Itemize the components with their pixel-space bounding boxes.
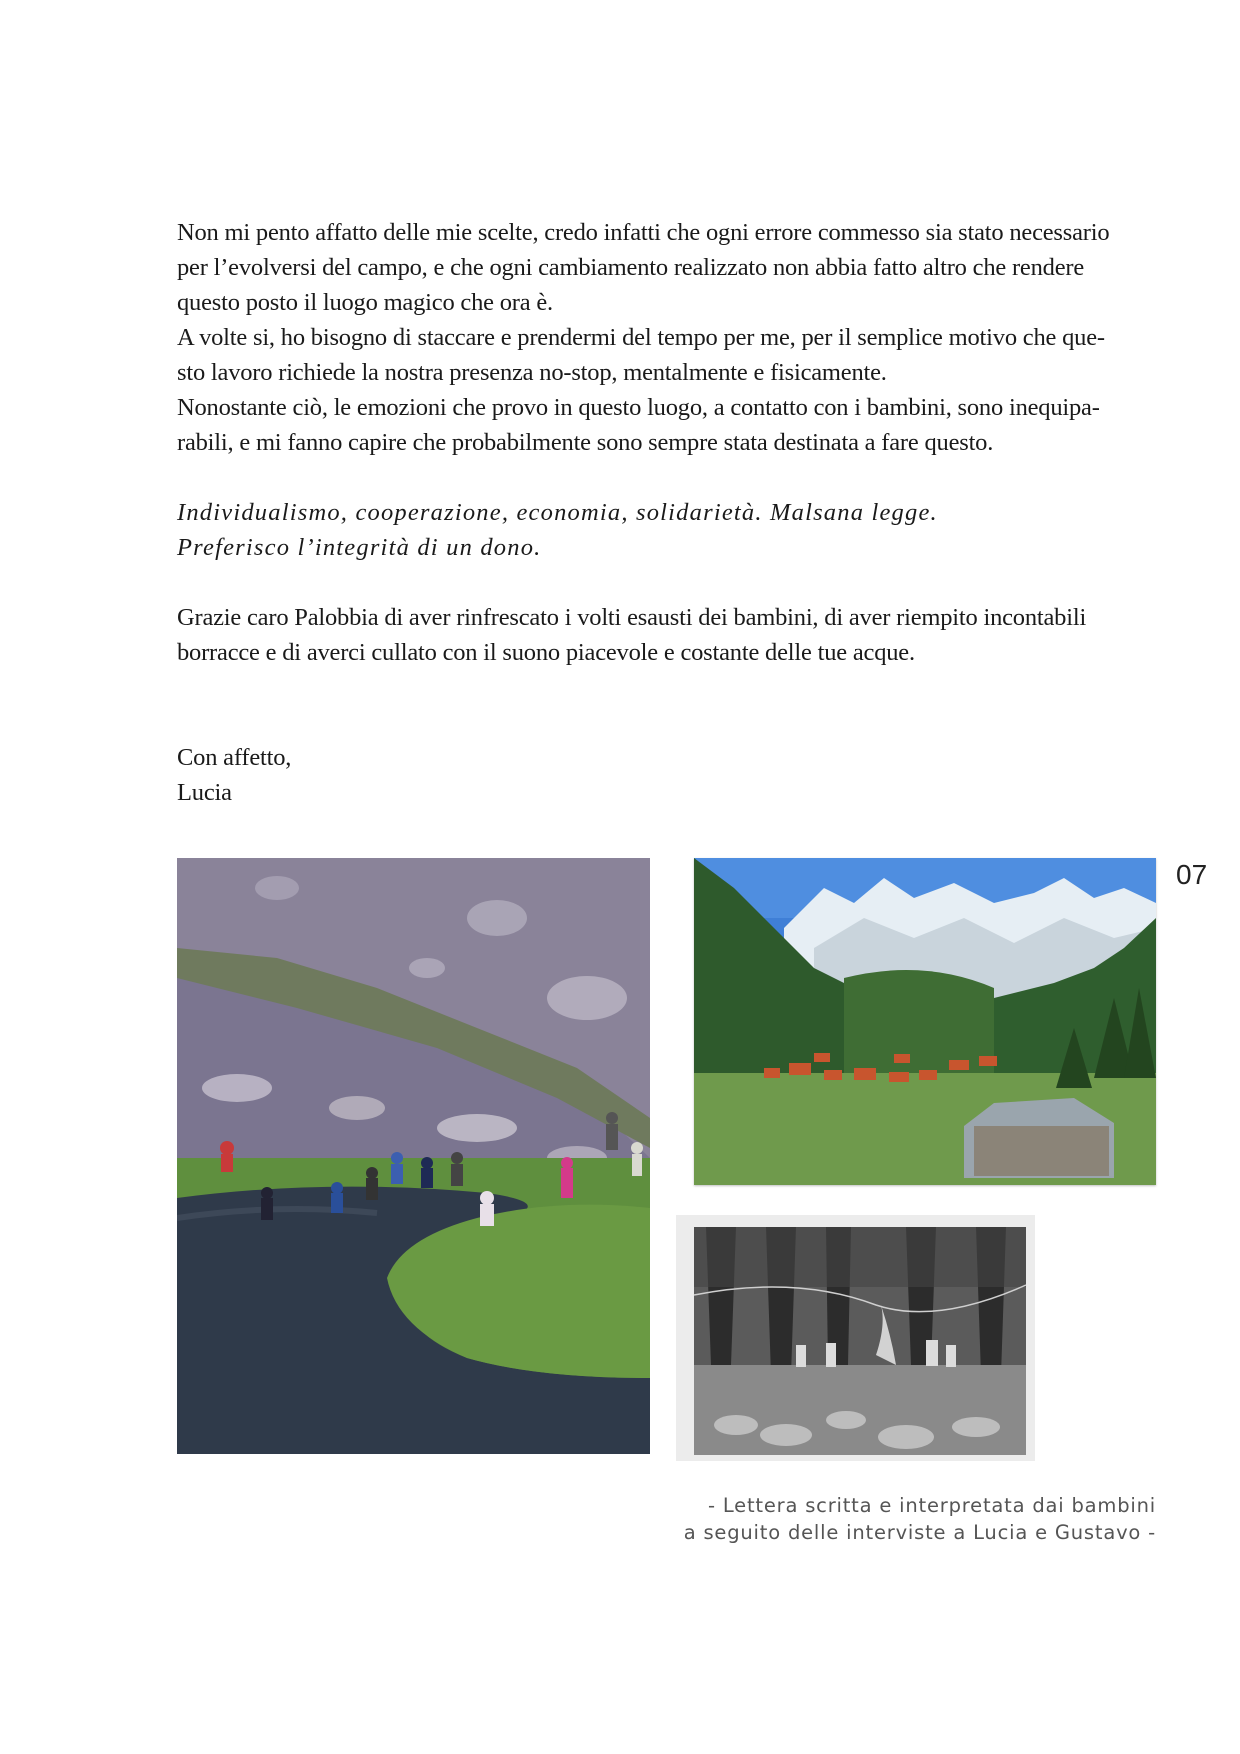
page-number: 07 — [1176, 859, 1208, 890]
photo-caption — [684, 1492, 1156, 1546]
letter-line: Non mi pento affatto delle mie scelte, credo infatti che ogni errore commesso sia stato necessario — [177, 219, 1110, 246]
letter-line: Grazie caro Palobbia di aver rinfrescato i volti esausti dei bambini, di aver riempito incontabili — [177, 604, 1087, 631]
letter-line: per l’evolversi del campo, e che ogni cambiamento realizzato non abbia fatto altro che rendere — [177, 254, 1085, 281]
letter-body — [177, 215, 1157, 810]
caption-line: a seguito delle interviste a Lucia e Gustavo - — [683, 1521, 1156, 1544]
italic-quote-line: Preferisco l’integrità di un dono. — [177, 534, 542, 561]
letter-line: rabili, e mi fanno capire che probabilmente sono sempre stata destinata a fare questo. — [177, 429, 994, 456]
letter-closing: Con affetto, — [177, 744, 292, 771]
letter-line: questo posto il luogo magico che ora è. — [177, 289, 553, 316]
photo-children-crossing-stream — [177, 858, 650, 1454]
letter-signature: Lucia — [177, 779, 232, 806]
letter-line: borracce e di averci cullato con il suono piacevole e costante delle tue acque. — [177, 639, 915, 666]
letter-line: A volte si, ho bisogno di staccare e prendermi del tempo per me, per il semplice motivo che que- — [177, 324, 1105, 351]
letter-line: Nonostante ciò, le emozioni che provo in questo luogo, a contatto con i bambini, sono inequipa- — [177, 394, 1100, 421]
letter-line: sto lavoro richiede la nostra presenza no-stop, mentalmente e fisicamente. — [177, 359, 887, 386]
italic-quote-line: Individualismo, cooperazione, economia, solidarietà. Malsana legge. — [177, 499, 938, 526]
caption-line: - Lettera scritta e interpretata dai bambini — [708, 1494, 1156, 1517]
photo-alpine-camp-postcard — [694, 858, 1156, 1185]
photo-vintage-camp-bw — [676, 1215, 1035, 1461]
